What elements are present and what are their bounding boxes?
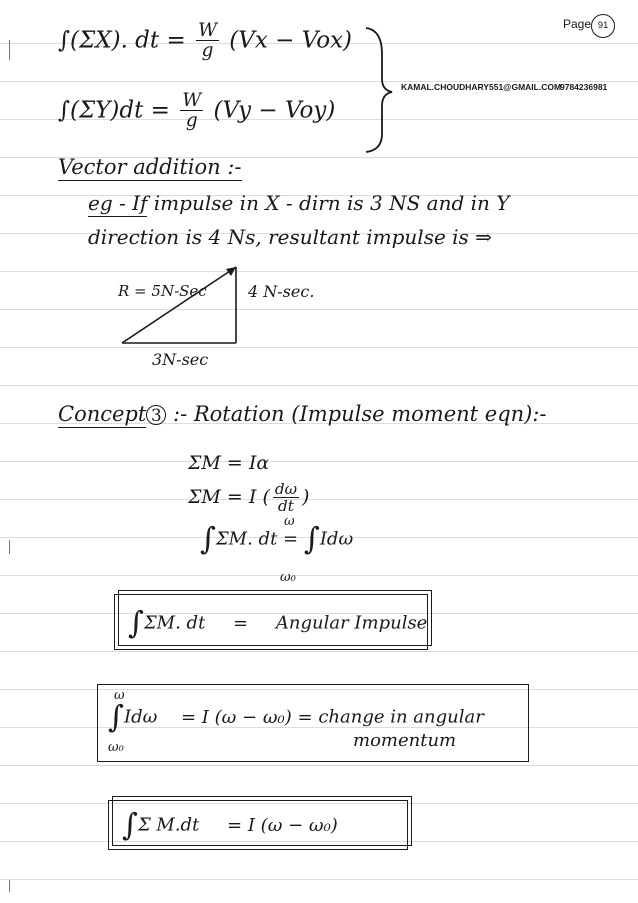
eq1-frac-num: W (198, 20, 217, 41)
eq-b-frac-den: dt (278, 497, 294, 516)
integral-sign-icon: ∫ (303, 522, 320, 557)
email-text: KAMAL.CHOUDHARY551@GMAIL.COM (401, 82, 562, 92)
concept-word: Concept (58, 402, 147, 426)
eq-c-upper-limit: ω (284, 514, 295, 529)
concept3-heading (58, 402, 547, 426)
diagram-base-label: 3N-sec (152, 350, 209, 369)
vector-addition-heading (58, 155, 242, 179)
arrow-head-icon (226, 267, 236, 276)
box1-equals: = (233, 612, 249, 634)
box3-content (122, 808, 338, 843)
eq2-frac-num: W (182, 90, 202, 111)
box2-lower-limit: ω₀ (108, 740, 124, 755)
eq2-right: (Vy − Voy) (213, 97, 336, 124)
eq-integral-torque (200, 522, 353, 557)
page-number-label (563, 14, 615, 38)
vector-addition-heading-text: Vector addition :- (58, 155, 242, 179)
vector-example-line1 (88, 191, 509, 215)
eq-torque-alpha: ΣM = Iα (188, 452, 270, 474)
concept-number: 3 (146, 405, 166, 425)
vector-example-line1-text: impulse in X - dirn is 3 NS and in Y (153, 191, 510, 215)
box2-mid: = I (ω − ω₀) = (181, 706, 313, 728)
eq-c-right: Idω (319, 528, 354, 550)
integral-sign-icon: ∫ (128, 606, 144, 641)
equation-y-impulse (58, 92, 335, 131)
box2-right-line1: change in angular (318, 706, 484, 728)
box1-right: Angular Impulse (275, 612, 428, 634)
integral-sign-icon: ∫ (108, 700, 124, 735)
eq2-left: ∫(ΣY)dt = (58, 97, 170, 124)
eq1-left: ∫(ΣX). dt = (58, 27, 186, 54)
eq-c-left: ΣM. dt = (215, 528, 299, 550)
vector-example-line2: direction is 4 Ns, resultant impulse is ⇒ (88, 225, 492, 249)
diagram-hypotenuse-label: R = 5N-Sec (118, 282, 207, 300)
margin-mark (9, 540, 10, 554)
vector-example-eg: eg - If (88, 191, 148, 215)
box2-upper-limit: ω (114, 688, 125, 703)
box1-left: ΣM. dt (143, 612, 206, 634)
box2-left: Idω (123, 706, 158, 728)
eq-b-fraction (273, 482, 299, 514)
box3-left: Σ M.dt (137, 814, 200, 836)
box2-right-line2: momentum (353, 730, 457, 751)
page-label: Page (563, 17, 592, 31)
margin-mark (9, 40, 10, 60)
concept3-heading-text: :- Rotation (Impulse moment eqn):- (173, 402, 547, 426)
eq-c-lower-limit: ω₀ (280, 570, 296, 585)
eq1-fraction (196, 22, 219, 61)
eq-torque-derivative: ΣM = I ( $\frac{d\omega}{dt}$ ) (188, 480, 310, 516)
curly-brace-icon (360, 24, 396, 154)
box3-right: = I (ω − ω₀) (227, 814, 338, 836)
eq-b-left: ΣM = I (188, 486, 257, 509)
eq1-right: (Vx − Vox) (229, 27, 353, 54)
box1-content (128, 606, 427, 641)
integral-sign-icon: ∫ (122, 808, 138, 843)
resultant-vector (122, 267, 236, 343)
equation-x-impulse (58, 22, 352, 61)
integral-sign-icon: ∫ (200, 522, 216, 557)
diagram-vertical-label: 4 N-sec. (248, 282, 315, 301)
eq2-fraction (180, 92, 203, 131)
page-number: 91 (591, 14, 615, 38)
impulse-triangle-diagram (110, 255, 270, 365)
eq2-frac-den: g (185, 110, 198, 132)
eq-b-frac-num: dω (274, 480, 297, 498)
margin-mark (9, 880, 10, 892)
phone-text: 9784236981 (560, 82, 608, 92)
eq1-frac-den: g (201, 40, 214, 62)
